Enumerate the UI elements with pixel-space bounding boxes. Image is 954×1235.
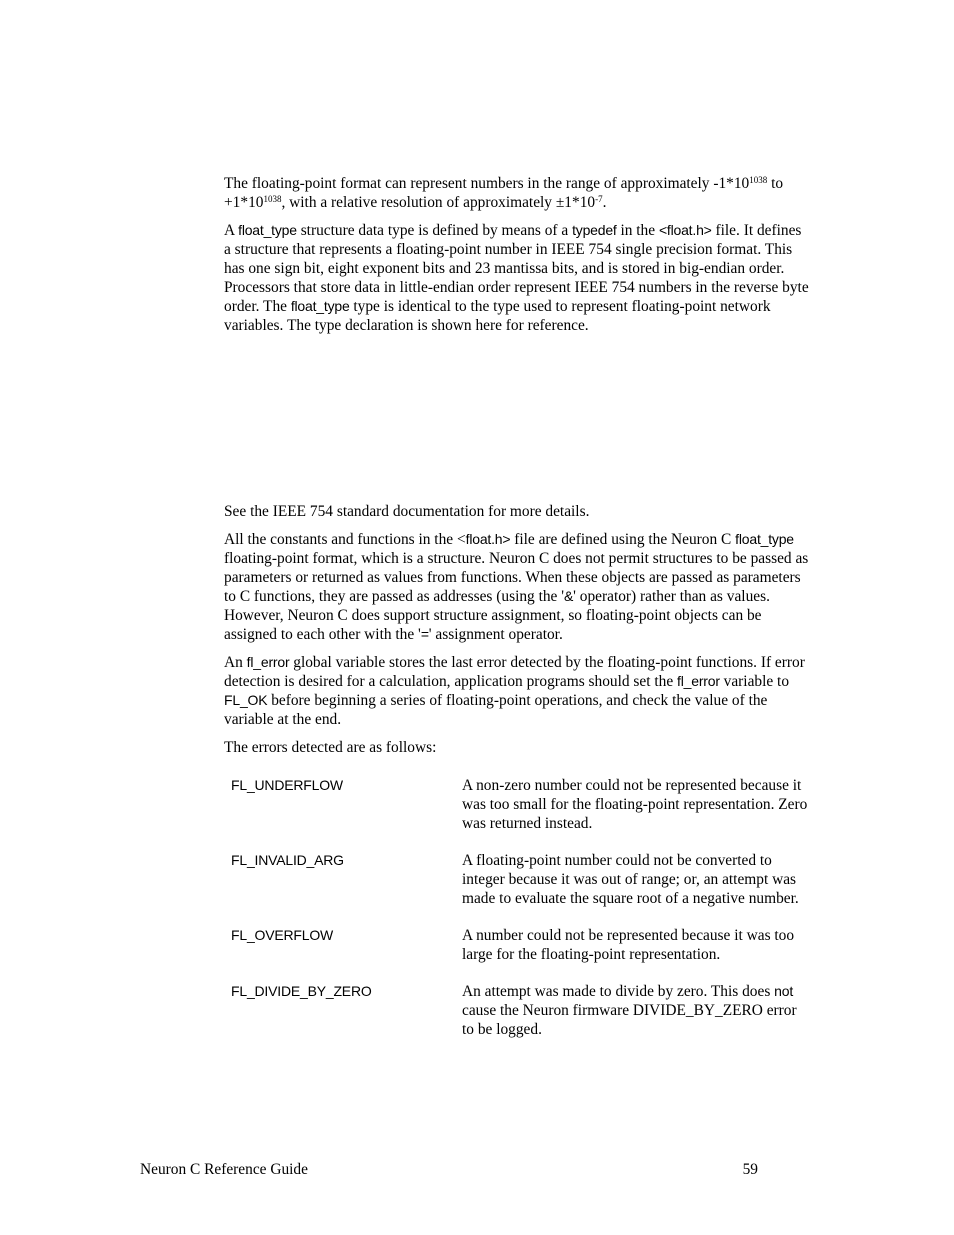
document-body xyxy=(224,174,810,1057)
not-emphasis: not xyxy=(774,983,794,999)
error-codes-table xyxy=(225,776,810,1057)
page-footer xyxy=(140,1161,758,1179)
range-paragraph: The floating-point format can represent numbers in the range of approximately $-1*10^{1038}$ to $+1*10^{1038}$, with a relative resolution of approximately $\pm 1*10^{-7}$. xyxy=(224,175,784,211)
ampersand-operator: & xyxy=(564,588,574,604)
table-row xyxy=(225,776,810,851)
float-type-keyword: float_type xyxy=(238,222,297,238)
error-name: FL_OVERFLOW xyxy=(231,927,334,943)
error-description: A floating-point number could not be converted to integer because it was out of range; or, an attempt was made to evaluate the square root of a negative number. xyxy=(462,852,799,907)
error-description: A number could not be represented because it was too large for the floating-point representation. xyxy=(462,927,795,963)
fl-error-keyword: fl_error xyxy=(246,654,290,670)
float-type-keyword: float_type xyxy=(735,531,794,547)
omitted-code-block-space xyxy=(224,344,810,502)
fl-ok-keyword: FL_OK xyxy=(224,692,268,708)
constants-paragraph: All the constants and functions in the <float.h> file are defined using the Neuron C float_type floating-point format, which is a structure. Neuron C does not permit structures to be passed as parameters or returned as values from functions. When these objects are passed as parameters to C functions, they are passed as addresses (using the '&' operator) rather than as values. However, Neuron C does support structure assignment, so floating-point objects can be assigned to each other with the '=' assignment operator. xyxy=(224,531,809,643)
error-name: FL_DIVIDE_BY_ZERO xyxy=(231,983,372,999)
typedef-keyword: typedef xyxy=(572,222,617,238)
ieee-reference-paragraph: See the IEEE 754 standard documentation for more details. xyxy=(224,503,590,520)
table-row xyxy=(225,982,810,1057)
table-row xyxy=(225,926,810,982)
error-name: FL_INVALID_ARG xyxy=(231,852,344,868)
errors-intro: The errors detected are as follows: xyxy=(224,739,437,756)
error-name: FL_UNDERFLOW xyxy=(231,777,343,793)
footer-title: Neuron C Reference Guide xyxy=(140,1161,308,1178)
float-type-paragraph: A float_type structure data type is defined by means of a typedef in the <float.h> file. It defines a structure that represents a floating-point number in IEEE 754 single precision format. This has one sign bit, eight exponent bits and 23 mantissa bits, and is stored in big-endian order. Processors that store data in little-endian order represent IEEE 754 numbers in the reverse byte order. The float_type type is identical to the type used to represent floating-point network variables. The type declaration is shown here for reference. xyxy=(224,222,809,334)
fl-error-paragraph: An fl_error global variable stores the last error detected by the floating-point functions. If error detection is desired for a calculation, application programs should set the fl_error variable to FL_OK before beginning a series of floating-point operations, and check the value of the variable at the end. xyxy=(224,654,805,728)
error-description: An attempt was made to divide by zero. This does not cause the Neuron firmware DIVIDE_BY_ZERO error to be logged. xyxy=(462,983,797,1038)
float-type-keyword: float_type xyxy=(290,298,350,314)
float-h-keyword: float.h> xyxy=(465,531,511,547)
table-row xyxy=(225,851,810,926)
assignment-operator: = xyxy=(420,626,429,642)
float-h-keyword: <float.h> xyxy=(658,222,712,238)
error-description: A non-zero number could not be represented because it was too small for the floating-point representation. Zero was returned instead. xyxy=(462,777,808,832)
fl-error-keyword: fl_error xyxy=(677,673,720,689)
page-number: 59 xyxy=(742,1161,758,1178)
